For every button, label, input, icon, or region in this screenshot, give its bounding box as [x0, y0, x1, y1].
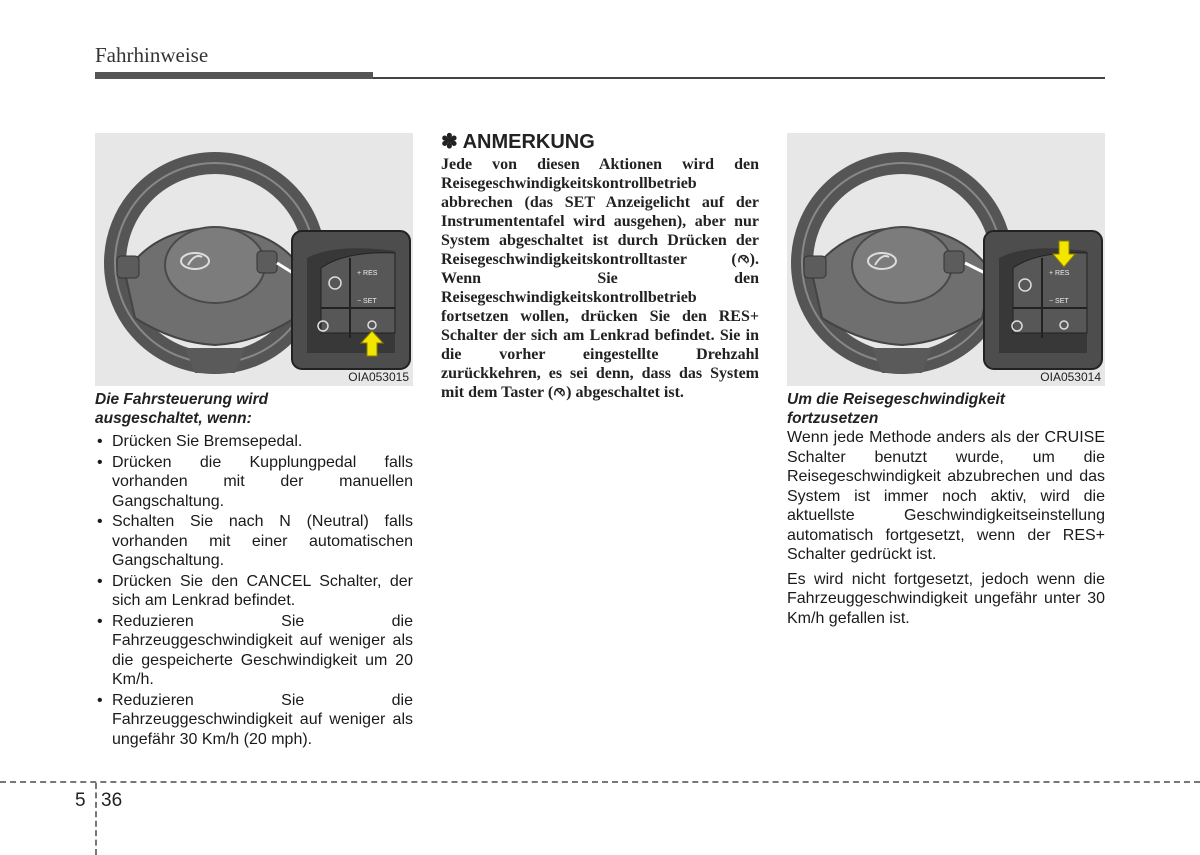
footer-divider — [95, 783, 97, 855]
list-item: • Reduzieren Sie die Fahrzeuggeschwindigkeit auf weniger als ungefähr 30 Km/h (20 mph). — [95, 691, 413, 750]
note-text: ) abgeschaltet ist. — [566, 384, 684, 401]
list-item: • Drücken Sie den CANCEL Schalter, der sich am Lenkrad befindet. — [95, 572, 413, 611]
chapter-number: 5 — [75, 790, 86, 811]
heading-line: Die Fahrsteuerung wird — [95, 391, 269, 408]
paragraph: Es wird nicht fortgesetzt, jedoch wenn die Fahrzeuggeschwindigkeit ungefähr unter 30 Km/h gefallen ist. — [787, 570, 1105, 627]
cruise-cancel-icon — [553, 386, 566, 399]
steering-wheel-illustration — [95, 133, 413, 386]
set-switch-label: − SET — [1049, 298, 1069, 305]
cruise-cancel-icon — [737, 253, 750, 266]
cruise-switch-inset — [292, 231, 410, 369]
list-item: • Drücken Sie Bremsepedal. — [95, 432, 413, 452]
header-rule — [373, 77, 1105, 79]
cruise-switch-inset — [984, 231, 1102, 369]
page-number: 36 — [101, 790, 123, 811]
note-body — [441, 155, 759, 402]
steering-wheel-illustration — [787, 133, 1105, 386]
heading-line: fortzusetzen — [787, 410, 879, 427]
cancel-conditions-list — [95, 432, 413, 749]
footer-rule — [0, 781, 1200, 783]
steering-wheel-figure-cancel — [95, 133, 413, 386]
chapter-title: Fahrhinweise — [95, 43, 209, 67]
right-column — [787, 390, 1105, 633]
figure-code: OIA053015 — [348, 370, 409, 384]
res-switch-label: + RES — [1049, 270, 1070, 277]
heading-line: ausgeschaltet, wenn: — [95, 410, 252, 427]
left-column — [95, 390, 413, 750]
note-symbol: ✽ — [441, 131, 458, 153]
section-heading-resume — [787, 390, 1105, 428]
steering-wheel-figure-resume — [787, 133, 1105, 386]
header-rule-thick — [95, 72, 373, 79]
heading-line: Um die Reisegeschwindigkeit — [787, 391, 1005, 408]
list-item: • Schalten Sie nach N (Neutral) falls vorhanden mit einer automatischen Gangschaltung. — [95, 512, 413, 571]
figure-code: OIA053014 — [1040, 370, 1101, 384]
note-heading — [441, 131, 759, 153]
res-switch-label: + RES — [357, 270, 378, 277]
paragraph: Wenn jede Methode anders als der CRUISE Schalter benutzt wurde, um die Reisegeschwindigkeit abzubrechen und das System ist immer noch aktiv, wird die aktuellste Geschwindigkeitseinstellung automatisch fortgesetzt, wenn der RES+ Schalter gedrückt ist. — [787, 429, 1105, 563]
list-item: • Drücken die Kupplungpedal falls vorhanden mit der manuellen Gangschaltung. — [95, 453, 413, 512]
section-heading-cancel — [95, 390, 413, 428]
set-switch-label: − SET — [357, 298, 377, 305]
note-title: ANMERKUNG — [462, 131, 595, 153]
note-column — [441, 131, 759, 402]
note-text: Jede von diesen Aktionen wird den Reisegeschwindigkeitskontrollbetrieb abbrechen (das SET Anzeigelicht auf der Instrumententafel wird ausgehen), aber nur System abgeschaltet ist durch Drücken der Reisegeschwindigkeitskontrolltaster ( — [441, 156, 759, 268]
list-item: • Reduzieren Sie die Fahrzeuggeschwindigkeit auf weniger als die gespeicherte Geschwindigkeit um 20 Km/h. — [95, 612, 413, 690]
note-text: ). Wenn Sie den Reisegeschwindigkeitskontrollbetrieb fortsetzen wollen, drücken Sie den RES+ Schalter der sich am Lenkrad befindet. Sie in die vorher eingestellte Drehzahl zurückkehren, es sei denn, dass das System mit dem Taster ( — [441, 251, 759, 401]
